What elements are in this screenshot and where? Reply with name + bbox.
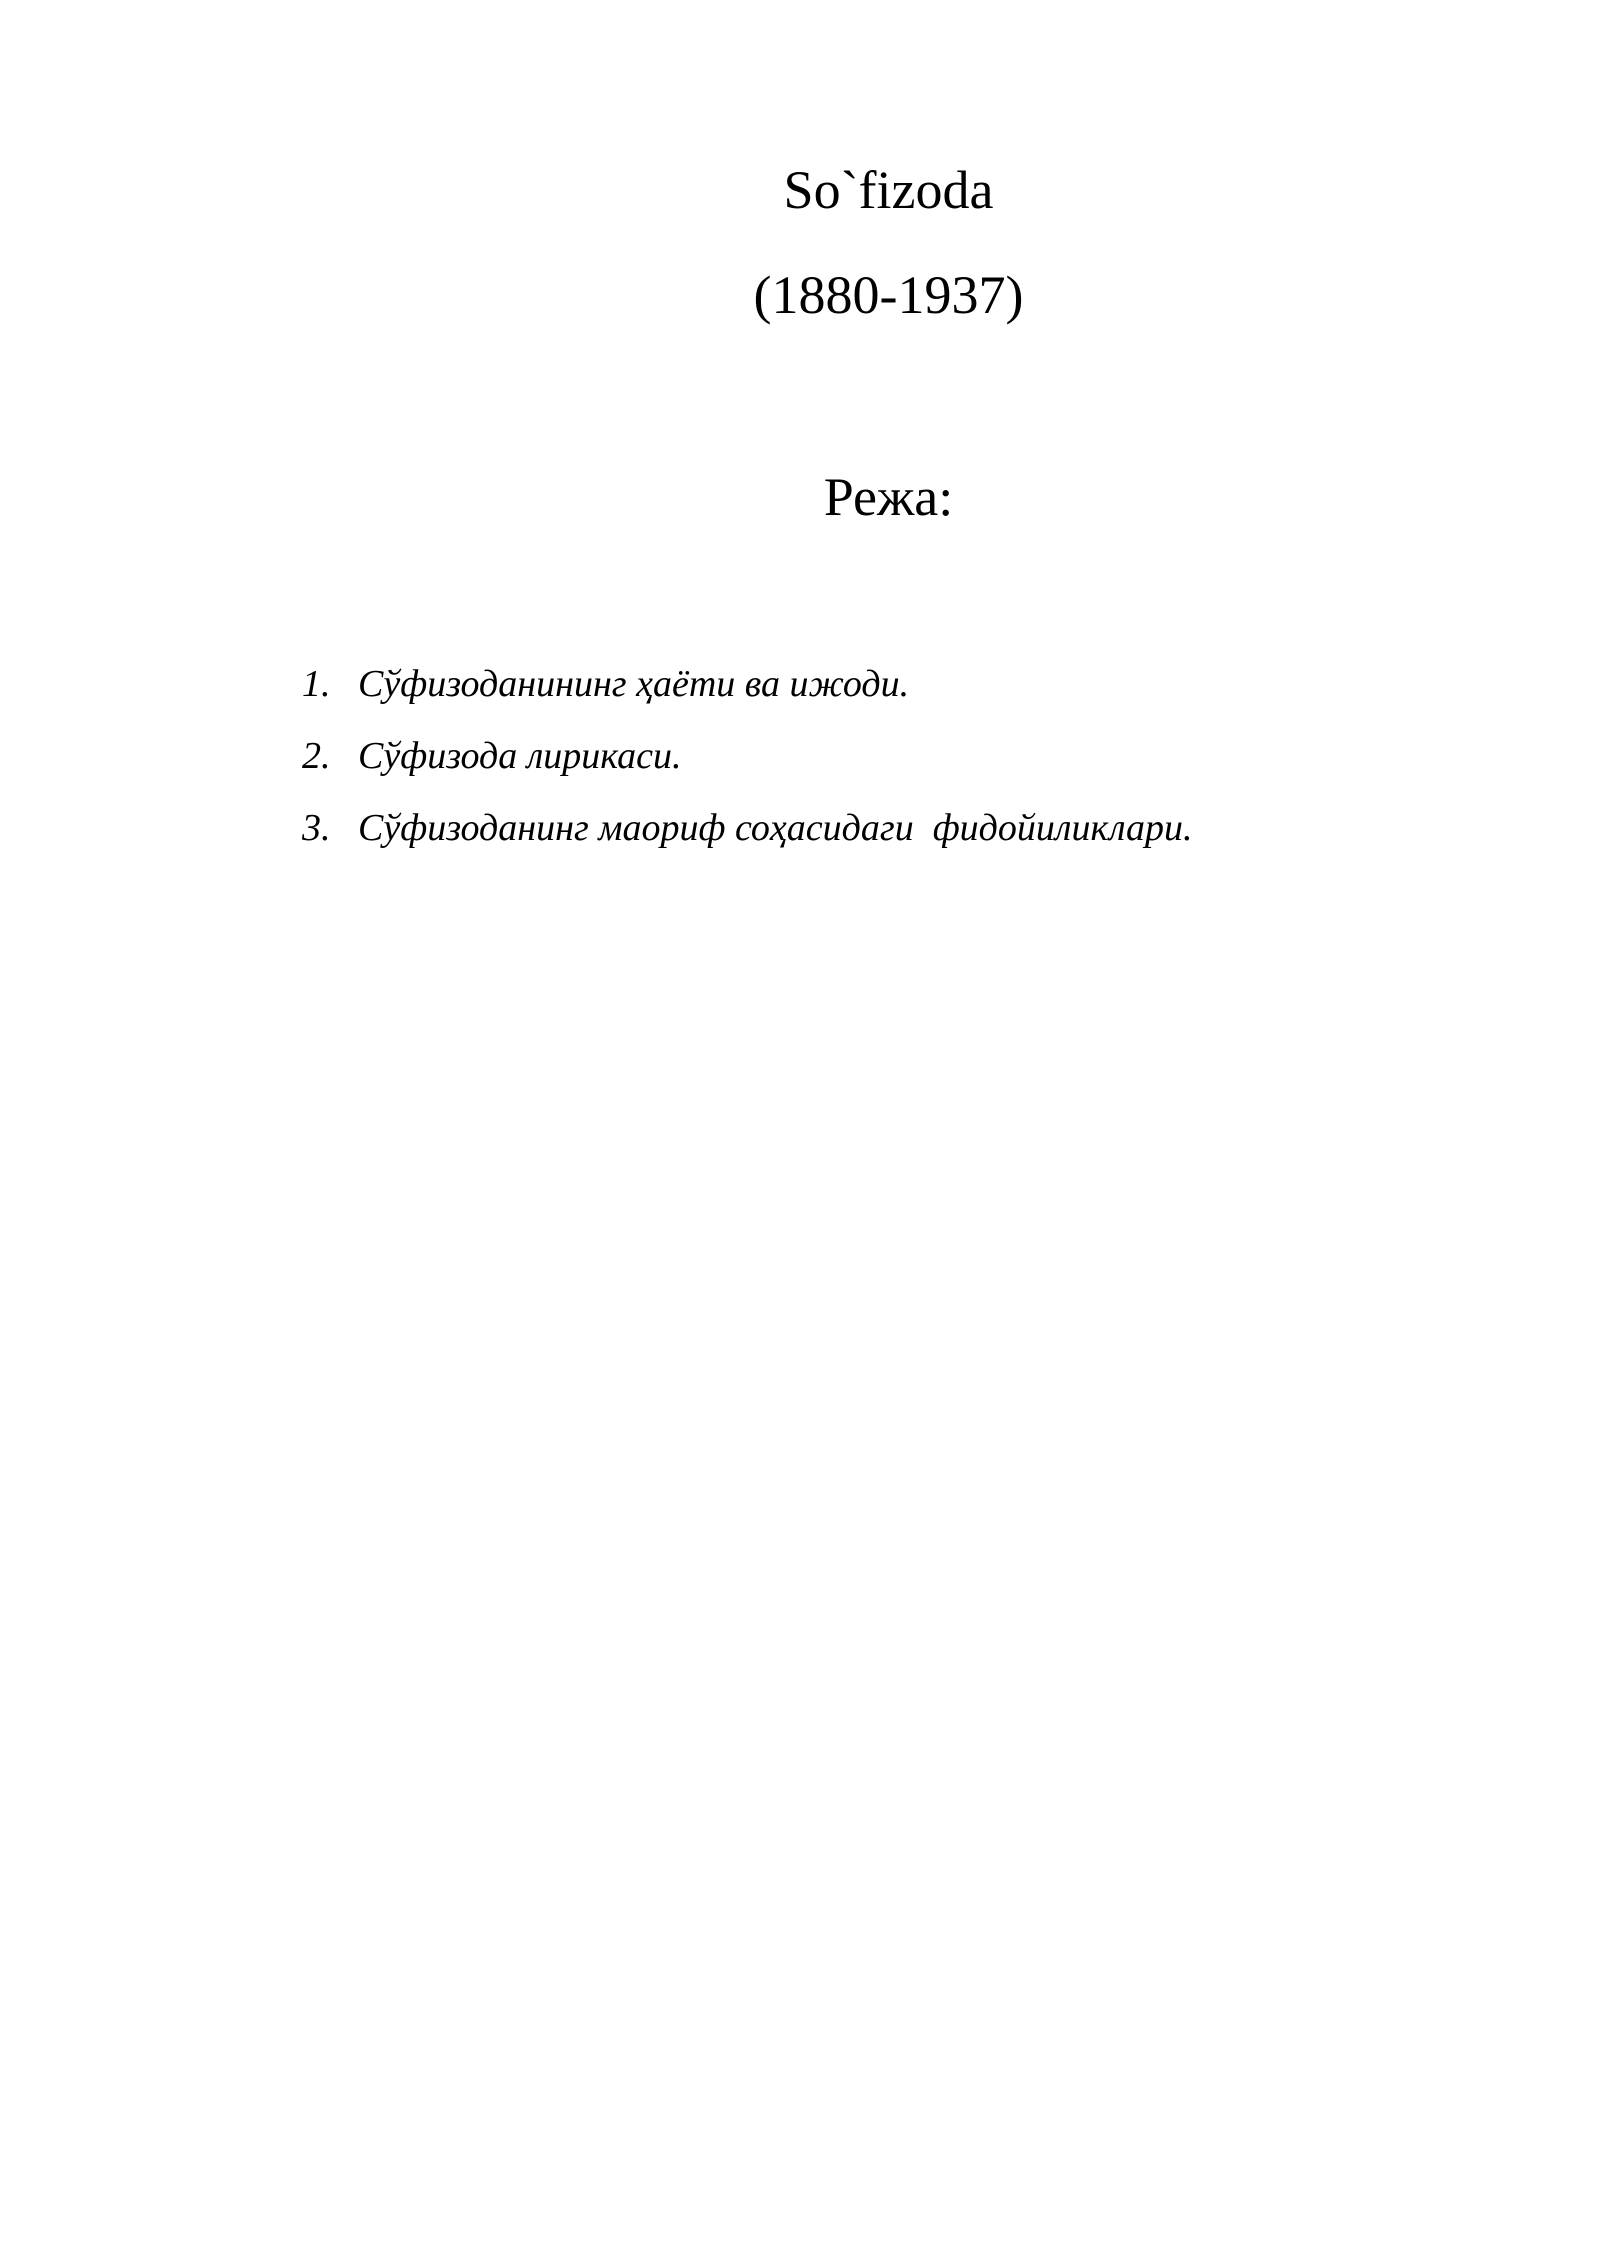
plan-item-number: 3. <box>302 807 331 849</box>
author-years: (1880-1937) <box>753 265 1024 325</box>
plan-item-text: Сўфизода лирикаси. <box>358 735 682 777</box>
plan-item-number: 1. <box>302 663 331 705</box>
plan-item <box>302 737 1193 809</box>
plan-item <box>302 665 1193 737</box>
plan-list <box>302 665 1193 881</box>
plan-heading: Режа: <box>823 467 954 527</box>
plan-item-text: Сўфизоданинг маориф соҳасидаги фидойиликлари. <box>358 807 1193 849</box>
document-title: So`fizoda <box>783 160 994 220</box>
plan-item <box>302 809 1193 881</box>
plan-item-number: 2. <box>302 735 331 777</box>
plan-item-text: Сўфизоданининг ҳаёти ва ижоди. <box>358 663 910 705</box>
